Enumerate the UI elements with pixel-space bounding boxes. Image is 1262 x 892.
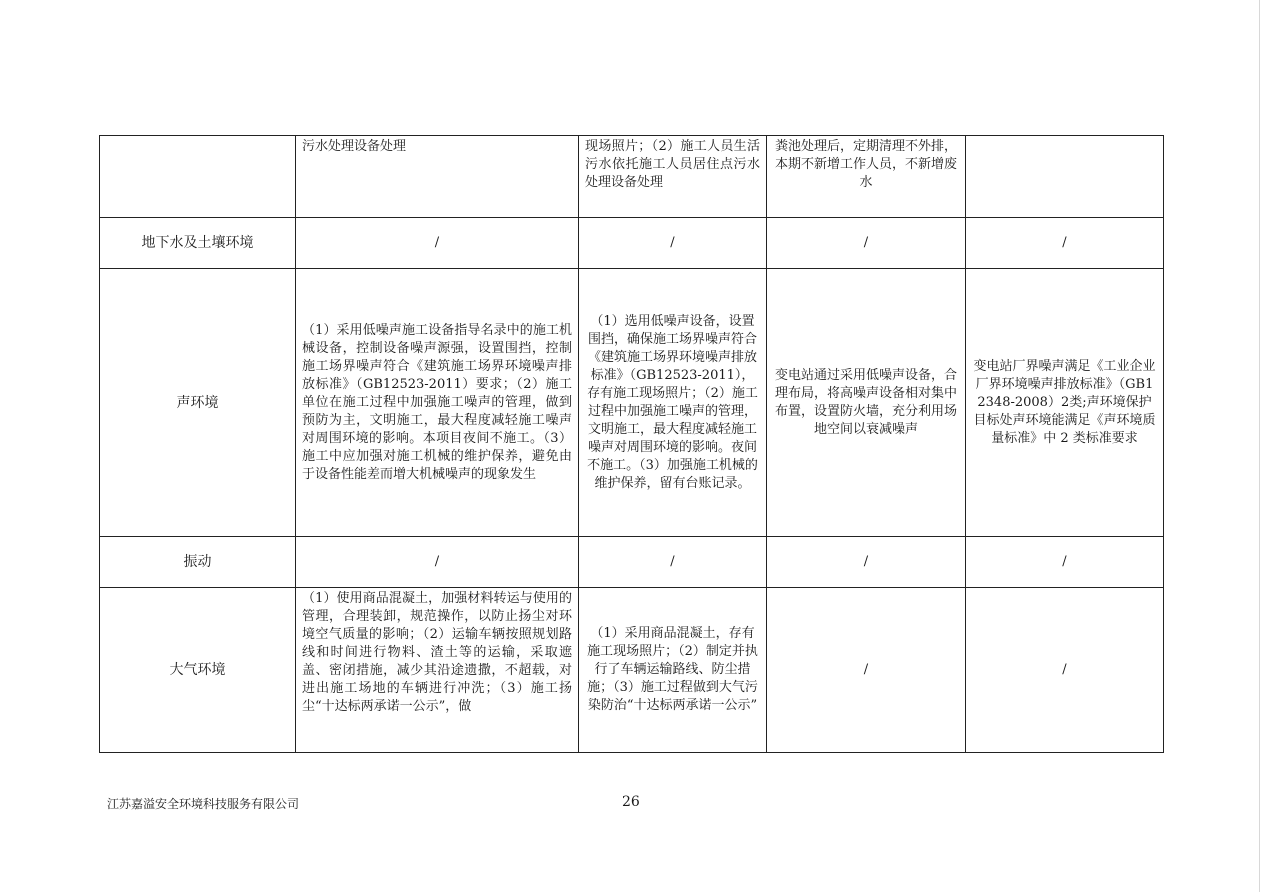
operation-measures-cell: 粪池处理后，定期清理不外排，本期不新增工作人员，不新增废水	[767, 136, 966, 218]
footer-company-name: 江苏嘉溢安全环境科技服务有限公司	[107, 797, 300, 811]
implementation-cell: （1）选用低噪声设备，设置围挡，确保施工场界噪声符合《建筑施工场界环境噪声排放标准》（GB12523-2011），存有施工现场照片；（2）施工过程中加强施工噪声的管理，文明施工，最大程度减轻施工噪声对周围环境的影响。夜间不施工。（3）加强施工机械的维护保养，留有台账记录。	[579, 269, 767, 537]
operation-effect-cell	[966, 136, 1164, 218]
operation-measures-cell: /	[767, 588, 966, 753]
table-row	[100, 136, 1164, 218]
construction-measures-cell: /	[296, 537, 579, 588]
category-cell	[100, 136, 296, 218]
operation-effect-cell: /	[966, 537, 1164, 588]
category-cell: 大气环境	[100, 588, 296, 753]
construction-measures-cell: 污水处理设备处理	[296, 136, 579, 218]
operation-effect-cell: /	[966, 218, 1164, 269]
implementation-cell: /	[579, 218, 767, 269]
category-cell: 振动	[100, 537, 296, 588]
page-edge-line	[1259, 0, 1260, 892]
construction-measures-cell: （1）采用低噪声施工设备指导名录中的施工机械设备，控制设备噪声源强，设置围挡，控制施工场界噪声符合《建筑施工场界环境噪声排放标准》（GB12523-2011）要求；（2）施工单位在施工过程中加强施工噪声的管理，做到预防为主，文明施工，最大程度减轻施工噪声对周围环境的影响。本项目夜间不施工。（3）施工中应加强对施工机械的维护保养，避免由于设备性能差而增大机械噪声的现象发生	[296, 269, 579, 537]
page-number: 26	[622, 794, 640, 810]
table-row	[100, 588, 1164, 753]
construction-measures-cell: （1）使用商品混凝土，加强材料转运与使用的管理，合理装卸，规范操作，以防止扬尘对环境空气质量的影响；（2）运输车辆按照规划路线和时间进行物料、渣土等的运输，采取遮盖、密闭措施，减少其沿途遗撒，不超载，对进出施工场地的车辆进行冲洗；（3）施工扬尘“十达标两承诺一公示”，做	[296, 588, 579, 753]
table-row	[100, 218, 1164, 269]
table-row	[100, 537, 1164, 588]
implementation-cell: /	[579, 537, 767, 588]
construction-measures-cell: /	[296, 218, 579, 269]
implementation-cell: （1）采用商品混凝土，存有施工现场照片；（2）制定并执行了车辆运输路线、防尘措施；（3）施工过程做到大气污染防治“十达标两承诺一公示”	[579, 588, 767, 753]
operation-measures-cell: 变电站通过采用低噪声设备，合理布局，将高噪声设备相对集中布置，设置防火墙，充分利用场地空间以衰减噪声	[767, 269, 966, 537]
table-row	[100, 269, 1164, 537]
operation-measures-cell: /	[767, 537, 966, 588]
category-cell: 地下水及土壤环境	[100, 218, 296, 269]
operation-effect-cell: 变电站厂界噪声满足《工业企业厂界环境噪声排放标准》（GB12348-2008）2类;声环境保护目标处声环境能满足《声环境质量标准》中 2 类标准要求	[966, 269, 1164, 537]
implementation-cell: 现场照片；（2）施工人员生活污水依托施工人员居住点污水处理设备处理	[579, 136, 767, 218]
operation-measures-cell: /	[767, 218, 966, 269]
environmental-measures-table	[99, 135, 1164, 753]
category-cell: 声环境	[100, 269, 296, 537]
operation-effect-cell: /	[966, 588, 1164, 753]
